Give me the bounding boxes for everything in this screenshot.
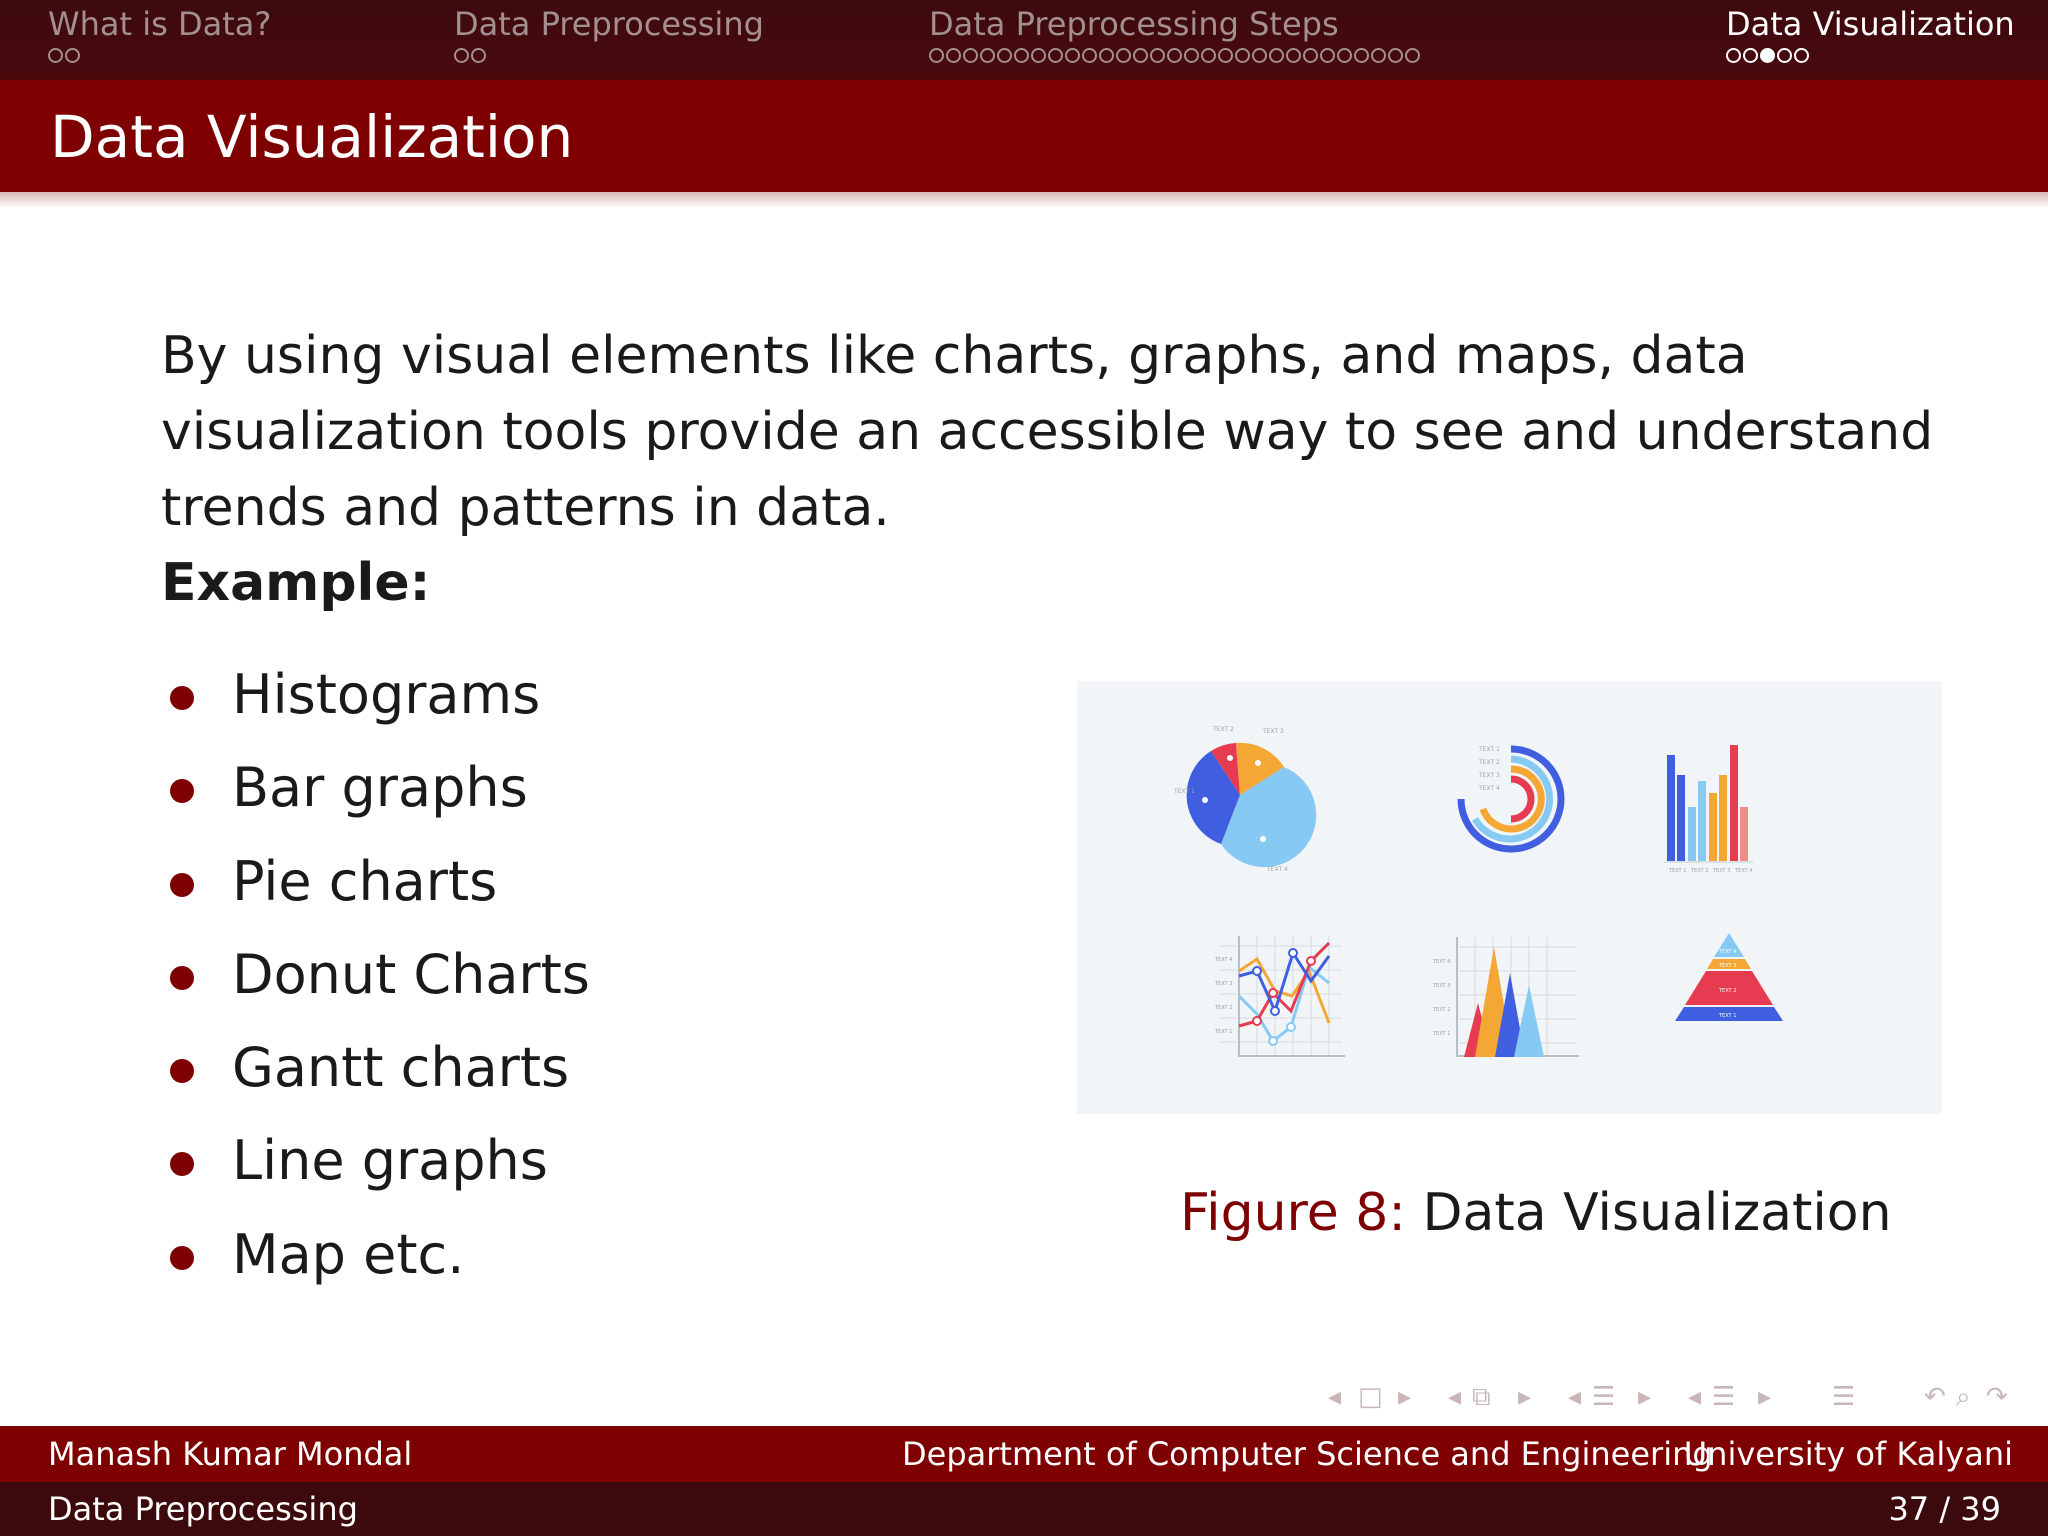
figure-image	[1077, 681, 1942, 1114]
donut-chart-icon	[1461, 746, 1561, 849]
nav-dot-icon[interactable]	[1048, 48, 1063, 63]
nav-dot-icon[interactable]	[1794, 48, 1809, 63]
figure-caption-label: Figure 8:	[1180, 1183, 1406, 1243]
line-graph-icon	[1214, 936, 1345, 1056]
figure-caption	[1180, 1178, 1892, 1248]
nav-dot-icon[interactable]	[1405, 48, 1420, 63]
pyramid-label: TEXT 4	[1719, 949, 1737, 955]
nav-dot-icon[interactable]	[1235, 48, 1250, 63]
nav-dot-icon[interactable]	[1337, 48, 1352, 63]
bullet-icon	[170, 1152, 194, 1176]
line-label: TEXT 1	[1215, 1029, 1233, 1035]
nav-dots	[454, 48, 764, 68]
forward-icon[interactable]: ↷	[1986, 1382, 2008, 1412]
pyramid-label: TEXT 2	[1719, 988, 1737, 994]
footer-bottom-bar	[0, 1482, 2048, 1536]
bar-chart-icon	[1664, 745, 1753, 874]
nav-dot-icon[interactable]	[1354, 48, 1369, 63]
frame-next-icon[interactable]: ▸	[1398, 1382, 1412, 1412]
pie-label: TEXT 2	[1213, 726, 1234, 733]
subsection-next-icon[interactable]: ▸	[1518, 1382, 1532, 1412]
frame-icon[interactable]: □	[1358, 1382, 1383, 1412]
nav-dot-icon[interactable]	[1777, 48, 1792, 63]
bar-label: TEXT 3	[1713, 868, 1731, 874]
footer-top-bar	[0, 1426, 2048, 1482]
nav-dot-icon[interactable]	[997, 48, 1012, 63]
area-chart-icon	[1432, 937, 1579, 1057]
example-heading: Example:	[161, 553, 431, 613]
donut-label: TEXT 1	[1479, 746, 1500, 753]
bar-label: TEXT 4	[1735, 868, 1753, 874]
nav-dot-icon[interactable]	[65, 48, 80, 63]
nav-dot-icon[interactable]	[1320, 48, 1335, 63]
sub-icon[interactable]: ☰	[1712, 1382, 1736, 1412]
nav-dot-icon[interactable]	[1099, 48, 1114, 63]
section-prev-icon[interactable]: ◂	[1568, 1382, 1582, 1412]
frame-title: Data Visualization	[50, 103, 574, 171]
area-label: TEXT 1	[1433, 1031, 1451, 1037]
donut-label: TEXT 2	[1479, 759, 1500, 766]
nav-dot-icon[interactable]	[1184, 48, 1199, 63]
pie-label: TEXT 3	[1263, 728, 1284, 735]
bar-label: TEXT 2	[1691, 868, 1709, 874]
nav-dot-icon[interactable]	[1133, 48, 1148, 63]
nav-dot-icon[interactable]	[946, 48, 961, 63]
nav-section-title[interactable]: What is Data?	[48, 5, 272, 43]
nav-dot-icon[interactable]	[1065, 48, 1080, 63]
nav-dot-icon[interactable]	[1150, 48, 1165, 63]
nav-section-title[interactable]: Data Preprocessing	[454, 5, 764, 43]
donut-label: TEXT 3	[1479, 772, 1500, 779]
frame-title-bar	[0, 80, 2048, 192]
nav-dot-icon[interactable]	[1167, 48, 1182, 63]
area-label: TEXT 2	[1433, 1007, 1451, 1013]
nav-dot-icon[interactable]	[1218, 48, 1233, 63]
line-label: TEXT 4	[1215, 957, 1233, 963]
line-label: TEXT 3	[1215, 981, 1233, 987]
nav-dot-icon[interactable]	[1116, 48, 1131, 63]
bullet-icon	[170, 1059, 194, 1083]
nav-dot-icon[interactable]	[1286, 48, 1301, 63]
area-label: TEXT 4	[1433, 959, 1451, 965]
nav-dot-icon[interactable]	[1014, 48, 1029, 63]
frame-title-shadow	[0, 192, 2048, 208]
nav-dots	[1726, 48, 2015, 68]
nav-dot-icon[interactable]	[1743, 48, 1758, 63]
beamer-navigation-controls	[1320, 1380, 2032, 1414]
footer-author: Manash Kumar Mondal	[48, 1435, 413, 1473]
nav-dot-icon[interactable]	[48, 48, 63, 63]
nav-dot-icon[interactable]	[1371, 48, 1386, 63]
sub-prev-icon[interactable]: ◂	[1688, 1382, 1702, 1412]
nav-dot-icon[interactable]	[1760, 48, 1775, 63]
intro-paragraph: By using visual elements like charts, graphs, and maps, data visualization tools provide an accessible way to see and understand trends and patterns in data.	[161, 326, 1934, 538]
nav-dot-icon[interactable]	[1252, 48, 1267, 63]
search-icon[interactable]: ⌕	[1956, 1382, 1971, 1412]
nav-dot-icon[interactable]	[1388, 48, 1403, 63]
subsection-icon[interactable]: ⧉	[1472, 1382, 1491, 1412]
nav-dots	[48, 48, 271, 68]
bullet-icon	[170, 779, 194, 803]
nav-section-data-visualization[interactable]	[1726, 6, 2015, 68]
nav-dot-icon[interactable]	[471, 48, 486, 63]
toc-icon[interactable]: ☰	[1832, 1382, 1856, 1412]
pyramid-label: TEXT 1	[1719, 1013, 1737, 1019]
footer-short-title: Data Preprocessing	[48, 1490, 358, 1528]
pie-chart-icon	[1173, 726, 1316, 873]
sub-next-icon[interactable]: ▸	[1758, 1382, 1772, 1412]
nav-section-what-is-data[interactable]	[48, 6, 271, 68]
footer-university: University of Kalyani	[1683, 1435, 2013, 1473]
line-label: TEXT 2	[1215, 1005, 1233, 1011]
nav-dot-icon[interactable]	[454, 48, 469, 63]
footer-department: Department of Computer Science and Engineering	[902, 1435, 1713, 1473]
area-label: TEXT 3	[1433, 983, 1451, 989]
nav-section-title[interactable]: Data Visualization	[1726, 5, 2015, 43]
section-navigation-bar	[0, 0, 2048, 80]
pyramid-label: TEXT 3	[1719, 963, 1737, 969]
back-icon[interactable]: ↶	[1924, 1382, 1946, 1412]
nav-dot-icon[interactable]	[963, 48, 978, 63]
nav-section-title[interactable]: Data Preprocessing Steps	[929, 5, 1339, 43]
subsection-prev-icon[interactable]: ◂	[1448, 1382, 1462, 1412]
nav-dot-icon[interactable]	[1031, 48, 1046, 63]
bullet-icon	[170, 1246, 194, 1270]
nav-dot-icon[interactable]	[1201, 48, 1216, 63]
footer-page-number: 37 / 39	[1888, 1490, 2001, 1528]
nav-dot-icon[interactable]	[929, 48, 944, 63]
bar-label: TEXT 1	[1669, 868, 1687, 874]
donut-label: TEXT 4	[1479, 785, 1500, 792]
section-next-icon[interactable]: ▸	[1638, 1382, 1652, 1412]
nav-dot-icon[interactable]	[1726, 48, 1741, 63]
nav-dot-icon[interactable]	[1269, 48, 1284, 63]
pie-label: TEXT 1	[1174, 788, 1195, 795]
bullet-icon	[170, 966, 194, 990]
nav-section-data-preprocessing[interactable]	[454, 6, 764, 68]
frame-prev-icon[interactable]: ◂	[1328, 1382, 1342, 1412]
pyramid-chart-icon	[1675, 933, 1783, 1021]
pie-label: TEXT 4	[1267, 866, 1288, 873]
nav-section-preprocessing-steps[interactable]	[929, 6, 1422, 68]
nav-dot-icon[interactable]	[1082, 48, 1097, 63]
bullet-icon	[170, 873, 194, 897]
section-icon[interactable]: ☰	[1592, 1382, 1616, 1412]
nav-dots	[929, 48, 1422, 68]
nav-dot-icon[interactable]	[1303, 48, 1318, 63]
bullet-icon	[170, 686, 194, 710]
figure-caption-text: Data Visualization	[1422, 1183, 1892, 1243]
nav-dot-icon[interactable]	[980, 48, 995, 63]
